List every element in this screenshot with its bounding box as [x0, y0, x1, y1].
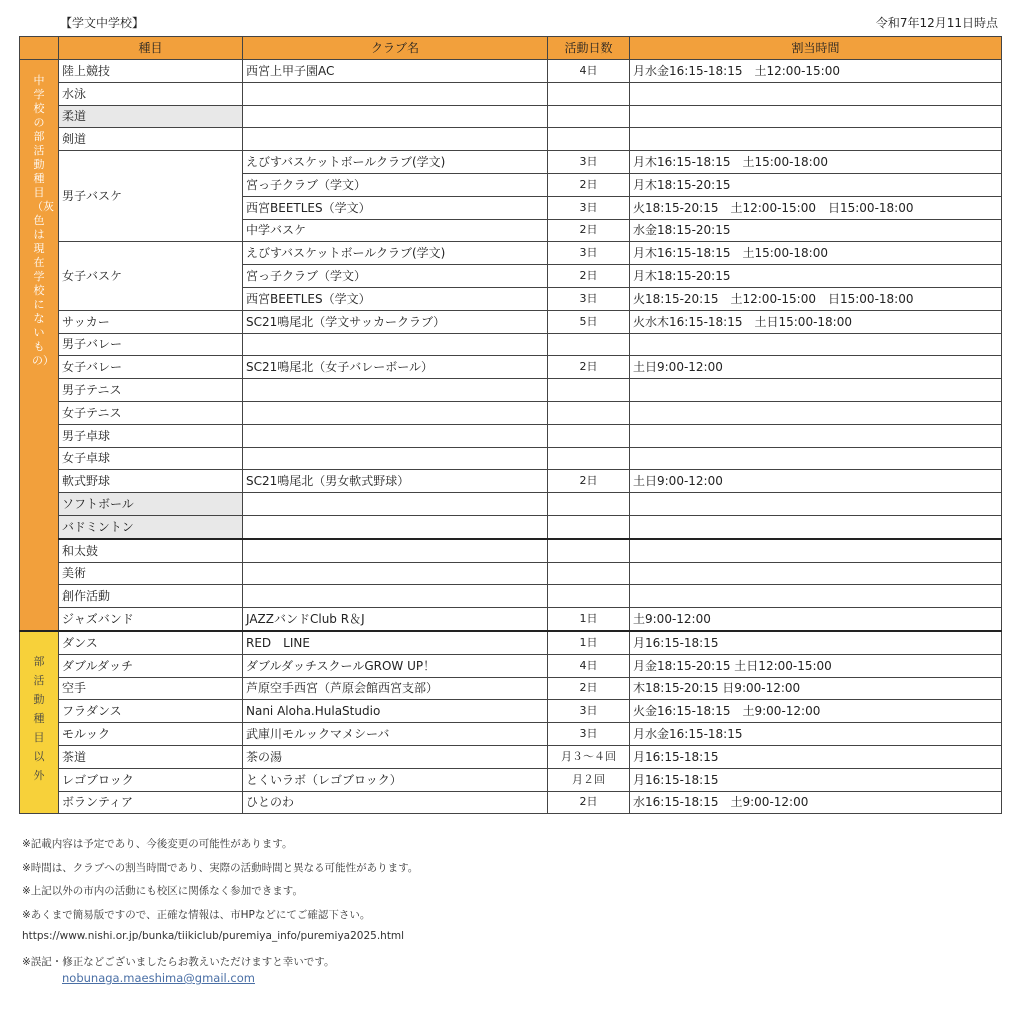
- header-time: 割当時間: [630, 37, 1002, 60]
- cell-days: 3日: [548, 723, 630, 746]
- as-of-date: 令和7年12月11日時点: [875, 16, 998, 30]
- table-row: [20, 493, 1002, 516]
- cell-club: [243, 447, 548, 470]
- cell-club: 西宮上甲子園AC: [243, 60, 548, 83]
- table-row: [20, 356, 1002, 379]
- cell-sport: 和太鼓: [59, 539, 243, 562]
- cell-days: 2日: [548, 791, 630, 814]
- cell-club: [243, 562, 548, 585]
- cell-sport: 創作活動: [59, 585, 243, 608]
- cell-club: SC21鳴尾北（学文サッカークラブ）: [243, 310, 548, 333]
- category-other: [20, 631, 59, 814]
- table-row: [20, 242, 1002, 265]
- cell-time: 月16:15-18:15: [630, 745, 1002, 768]
- cell-club: [243, 379, 548, 402]
- header-club: クラブ名: [243, 37, 548, 60]
- cell-sport: 軟式野球: [59, 470, 243, 493]
- cell-club: [243, 515, 548, 538]
- cell-days: 2日: [548, 219, 630, 242]
- table-row: [20, 562, 1002, 585]
- category-label: 部活動種目以外: [33, 654, 45, 782]
- cell-sport: バドミントン: [59, 515, 243, 538]
- notes: [22, 836, 418, 977]
- cell-club: [243, 493, 548, 516]
- table-row: [20, 745, 1002, 768]
- cell-club: ひとのわ: [243, 791, 548, 814]
- table-row: [20, 310, 1002, 333]
- cell-days: 3日: [548, 242, 630, 265]
- cell-time: 土9:00-12:00: [630, 608, 1002, 631]
- club-table: [19, 36, 1002, 814]
- table-row: [20, 424, 1002, 447]
- cell-days: [548, 539, 630, 562]
- cell-days: 月３～４回: [548, 745, 630, 768]
- cell-sport: ダブルダッチ: [59, 654, 243, 677]
- cell-days: 2日: [548, 173, 630, 196]
- cell-sport: 男子テニス: [59, 379, 243, 402]
- cell-club: えびすバスケットボールクラブ(学文): [243, 242, 548, 265]
- cell-club: 武庫川モルックマメシーバ: [243, 723, 548, 746]
- cell-club: [243, 105, 548, 128]
- table-row: [20, 515, 1002, 538]
- cell-club: 中学バスケ: [243, 219, 548, 242]
- cell-club: 芦原空手西宮（芦原会館西宮支部）: [243, 677, 548, 700]
- cell-time: [630, 105, 1002, 128]
- cell-time: [630, 424, 1002, 447]
- cell-time: 月16:15-18:15: [630, 631, 1002, 654]
- category-label: 中学校の部活動種目（灰色は現在学校にないもの）: [32, 74, 54, 367]
- cell-club: [243, 333, 548, 356]
- cell-days: [548, 562, 630, 585]
- cell-time: 火水木16:15-18:15 土日15:00-18:00: [630, 310, 1002, 333]
- cell-club: SC21鳴尾北（女子バレーボール）: [243, 356, 548, 379]
- note-url[interactable]: https://www.nishi.or.jp/bunka/tiikiclub/puremiya_info/puremiya2025.html: [22, 930, 405, 942]
- cell-time: [630, 562, 1002, 585]
- cell-days: [548, 333, 630, 356]
- cell-days: 2日: [548, 265, 630, 288]
- cell-sport: 茶道: [59, 745, 243, 768]
- table-row: [20, 700, 1002, 723]
- email-link[interactable]: nobunaga.maeshima@gmail.com: [62, 971, 255, 985]
- cell-sport: 男子卓球: [59, 424, 243, 447]
- cell-days: 2日: [548, 356, 630, 379]
- cell-sport: 男子バレー: [59, 333, 243, 356]
- cell-club: 宮っ子クラブ（学文）: [243, 265, 548, 288]
- table-row: [20, 608, 1002, 631]
- note-line: ※誤記・修正などございましたらお教えいただけますと幸いです。: [22, 955, 335, 968]
- table-row: [20, 768, 1002, 791]
- cell-days: 3日: [548, 287, 630, 310]
- cell-time: 火金16:15-18:15 土9:00-12:00: [630, 700, 1002, 723]
- cell-time: 月木18:15-20:15: [630, 173, 1002, 196]
- cell-days: [548, 493, 630, 516]
- header-days: 活動日数: [548, 37, 630, 60]
- cell-club: Nani Aloha.HulaStudio: [243, 700, 548, 723]
- cell-club: [243, 401, 548, 424]
- cell-time: [630, 82, 1002, 105]
- cell-time: 月水金16:15-18:15 土12:00-15:00: [630, 60, 1002, 83]
- table-row: [20, 654, 1002, 677]
- note-line: ※上記以外の市内の活動にも校区に関係なく参加できます。: [22, 885, 303, 897]
- cell-days: 1日: [548, 608, 630, 631]
- table-row: [20, 539, 1002, 562]
- table-row: [20, 677, 1002, 700]
- cell-sport: ジャズバンド: [59, 608, 243, 631]
- cell-club: [243, 82, 548, 105]
- cell-sport: ボランティア: [59, 791, 243, 814]
- cell-days: 3日: [548, 151, 630, 174]
- cell-days: [548, 105, 630, 128]
- table-row: [20, 128, 1002, 151]
- cell-time: 火18:15-20:15 土12:00-15:00 日15:00-18:00: [630, 196, 1002, 219]
- table-row: [20, 333, 1002, 356]
- cell-time: 月水金16:15-18:15: [630, 723, 1002, 746]
- cell-time: 月木16:15-18:15 土15:00-18:00: [630, 242, 1002, 265]
- cell-time: 土日9:00-12:00: [630, 356, 1002, 379]
- table-row: [20, 447, 1002, 470]
- cell-time: 水金18:15-20:15: [630, 219, 1002, 242]
- category-school-clubs: [20, 60, 59, 631]
- cell-sport: 柔道: [59, 105, 243, 128]
- cell-sport: 女子バレー: [59, 356, 243, 379]
- cell-sport: 女子テニス: [59, 401, 243, 424]
- cell-time: 月木16:15-18:15 土15:00-18:00: [630, 151, 1002, 174]
- cell-days: 1日: [548, 631, 630, 654]
- cell-time: [630, 379, 1002, 402]
- cell-club: JAZZバンドClub R＆J: [243, 608, 548, 631]
- cell-club: ダブルダッチスクールGROW UP！: [243, 654, 548, 677]
- cell-days: 4日: [548, 654, 630, 677]
- cell-time: 木18:15-20:15 日9:00-12:00: [630, 677, 1002, 700]
- cell-days: [548, 401, 630, 424]
- header-corner: [20, 37, 59, 60]
- cell-time: [630, 585, 1002, 608]
- school-title: 【学文中学校】: [60, 16, 145, 30]
- cell-time: [630, 333, 1002, 356]
- table-row: [20, 82, 1002, 105]
- table-row: [20, 105, 1002, 128]
- table-row: [20, 631, 1002, 654]
- cell-club: [243, 424, 548, 447]
- cell-days: [548, 447, 630, 470]
- cell-club: SC21鳴尾北（男女軟式野球）: [243, 470, 548, 493]
- cell-club: 宮っ子クラブ（学文）: [243, 173, 548, 196]
- cell-days: 2日: [548, 470, 630, 493]
- cell-club: えびすバスケットボールクラブ(学文): [243, 151, 548, 174]
- cell-sport: 水泳: [59, 82, 243, 105]
- cell-club: 西宮BEETLES（学文）: [243, 287, 548, 310]
- cell-days: [548, 379, 630, 402]
- cell-club: RED LINE: [243, 631, 548, 654]
- table-row: [20, 379, 1002, 402]
- cell-days: [548, 585, 630, 608]
- cell-sport: レゴブロック: [59, 768, 243, 791]
- cell-time: [630, 128, 1002, 151]
- cell-days: [548, 515, 630, 538]
- cell-club: 西宮BEETLES（学文）: [243, 196, 548, 219]
- cell-days: 2日: [548, 677, 630, 700]
- cell-sport: ダンス: [59, 631, 243, 654]
- table-row: [20, 151, 1002, 174]
- cell-time: 月16:15-18:15: [630, 768, 1002, 791]
- cell-sport: ソフトボール: [59, 493, 243, 516]
- table-row: [20, 60, 1002, 83]
- cell-time: 水16:15-18:15 土9:00-12:00: [630, 791, 1002, 814]
- cell-sport: 美術: [59, 562, 243, 585]
- cell-sport: 女子バスケ: [59, 242, 243, 310]
- cell-days: [548, 424, 630, 447]
- table-row: [20, 723, 1002, 746]
- table-row: [20, 470, 1002, 493]
- cell-club: とくいラボ（レゴブロック）: [243, 768, 548, 791]
- note-line: ※時間は、クラブへの割当時間であり、実際の活動時間と異なる可能性があります。: [22, 861, 419, 874]
- cell-time: [630, 515, 1002, 538]
- cell-club: [243, 128, 548, 151]
- cell-sport: 陸上競技: [59, 60, 243, 83]
- cell-days: [548, 128, 630, 151]
- cell-club: 茶の湯: [243, 745, 548, 768]
- cell-days: 月２回: [548, 768, 630, 791]
- cell-sport: サッカー: [59, 310, 243, 333]
- cell-time: 土日9:00-12:00: [630, 470, 1002, 493]
- table-row: [20, 585, 1002, 608]
- cell-sport: 男子バスケ: [59, 151, 243, 242]
- cell-days: 3日: [548, 700, 630, 723]
- cell-time: [630, 493, 1002, 516]
- table-row: [20, 401, 1002, 424]
- table-header-row: [20, 37, 1002, 60]
- cell-time: 月金18:15-20:15 土日12:00-15:00: [630, 654, 1002, 677]
- cell-time: [630, 401, 1002, 424]
- cell-time: [630, 539, 1002, 562]
- cell-club: [243, 585, 548, 608]
- header-sport: 種目: [59, 37, 243, 60]
- cell-sport: フラダンス: [59, 700, 243, 723]
- cell-time: [630, 447, 1002, 470]
- cell-days: 5日: [548, 310, 630, 333]
- table-row: [20, 791, 1002, 814]
- cell-sport: モルック: [59, 723, 243, 746]
- cell-days: 3日: [548, 196, 630, 219]
- cell-sport: 女子卓球: [59, 447, 243, 470]
- note-line: ※あくまで簡易版ですので、正確な情報は、市HPなどにてご確認下さい。: [22, 908, 371, 921]
- cell-club: [243, 539, 548, 562]
- note-line: ※記載内容は予定であり、今後変更の可能性があります。: [22, 838, 293, 850]
- cell-days: [548, 82, 630, 105]
- cell-sport: 空手: [59, 677, 243, 700]
- cell-time: 火18:15-20:15 土12:00-15:00 日15:00-18:00: [630, 287, 1002, 310]
- cell-days: 4日: [548, 60, 630, 83]
- cell-time: 月木18:15-20:15: [630, 265, 1002, 288]
- cell-sport: 剣道: [59, 128, 243, 151]
